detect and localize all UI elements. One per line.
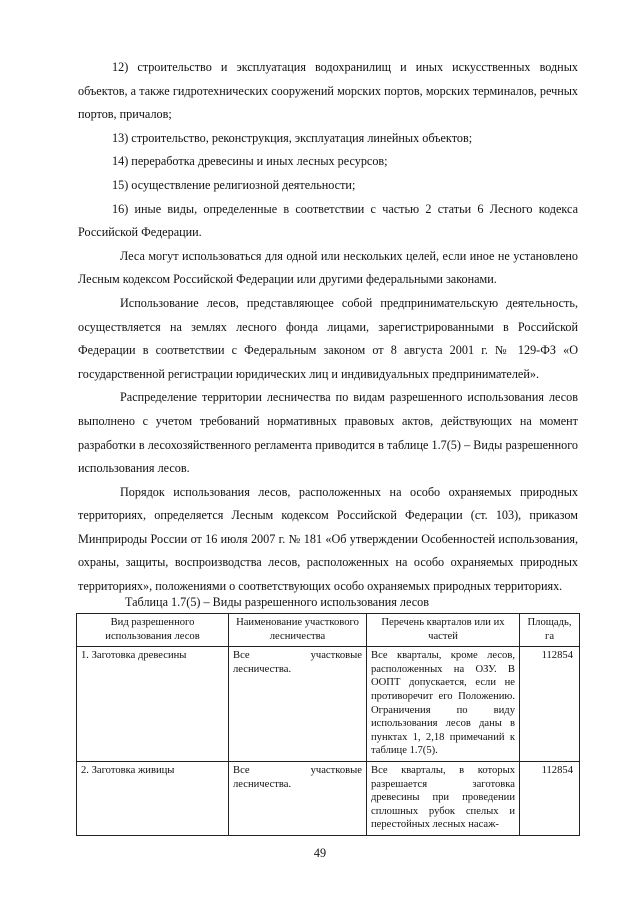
cell-forestry-name: Все участковые лесничества. (229, 761, 367, 835)
cell-use-kind: 1. Заготовка древесины (77, 647, 229, 762)
cell-quarters: Все кварталы, кроме лесов, расположенных на ОЗУ. В ООПТ допускается, если не противоречит его Положению. Ограничения по виду использования лесов даны в пунктах 1, 2,18 примечаний к таблице 1.7(5). (367, 647, 520, 762)
paragraph: 14) переработка древесины и иных лесных ресурсов; (112, 154, 388, 169)
paragraph: Порядок использования лесов, расположенных на особо охраняемых природных территориях, определяется Лесным кодексом Российской Федерации (ст. 103), приказом Минприроды России от 16 июля 2007 г. № 181 «Об утверждении Особенностей использования, охраны, защиты, воспроизводства лесов, расположенных на особо охраняемых природных территориях», положениями о соответствующих особо охраняемых природных территориях. (78, 484, 578, 594)
paragraph: Распределение территории лесничества по видам разрешенного использования лесов выполнено с учетом требований нормативных правовых актов, действующих на момент разработки в лесохозяйственного регламента приводится в таблице 1.7(5) – Виды разрешенного использования лесов. (78, 390, 578, 476)
page-number: 49 (313, 846, 327, 860)
header-use-kind: Вид разрешенного использования лесов (77, 614, 229, 647)
land-use-table (76, 613, 580, 836)
header-quarters: Перечень кварталов или их частей (367, 614, 520, 647)
paragraph: 12) строительство и эксплуатация водохранилищ и иных искусственных водных объектов, а также гидротехнических сооружений морских портов, морских терминалов, речных портов, причалов; (78, 60, 578, 122)
table-header-row (77, 614, 580, 647)
paragraph: 16) иные виды, определенные в соответствии с частью 2 статьи 6 Лесного кодекса Российской Федерации. (78, 201, 578, 240)
table-row (77, 761, 580, 835)
table-row (77, 647, 580, 762)
cell-forestry-name: Все участковые лесничества. (229, 647, 367, 762)
cell-use-kind: 2. Заготовка живицы (77, 761, 229, 835)
paragraph: Леса могут использоваться для одной или нескольких целей, если иное не установлено Лесным кодексом Российской Федерации или другими федеральными законами. (78, 248, 578, 287)
cell-area: 112854 (520, 761, 580, 835)
paragraph: 13) строительство, реконструкция, эксплуатация линейных объектов; (112, 130, 473, 145)
header-forestry-name: Наименование участкового лесничества (229, 614, 367, 647)
table-caption: Таблица 1.7(5) – Виды разрешенного использования лесов (125, 595, 429, 609)
header-area: Площадь, га (520, 614, 580, 647)
cell-area: 112854 (520, 647, 580, 762)
body-text (78, 56, 578, 599)
cell-quarters: Все кварталы, в которых разрешается заготовка древесины при проведении сплошных рубок спелых и перестойных лесных насаж- (367, 761, 520, 835)
paragraph: Использование лесов, представляющее собой предпринимательскую деятельность, осуществляется на землях лесного фонда лицами, зарегистрированными в Российской Федерации в соответствии с Федеральным законом от 8 августа 2001 г. № 129-ФЗ «О государственной регистрации юридических лиц и индивидуальных предпринимателей». (78, 295, 578, 381)
paragraph: 15) осуществление религиозной деятельности; (112, 177, 356, 192)
